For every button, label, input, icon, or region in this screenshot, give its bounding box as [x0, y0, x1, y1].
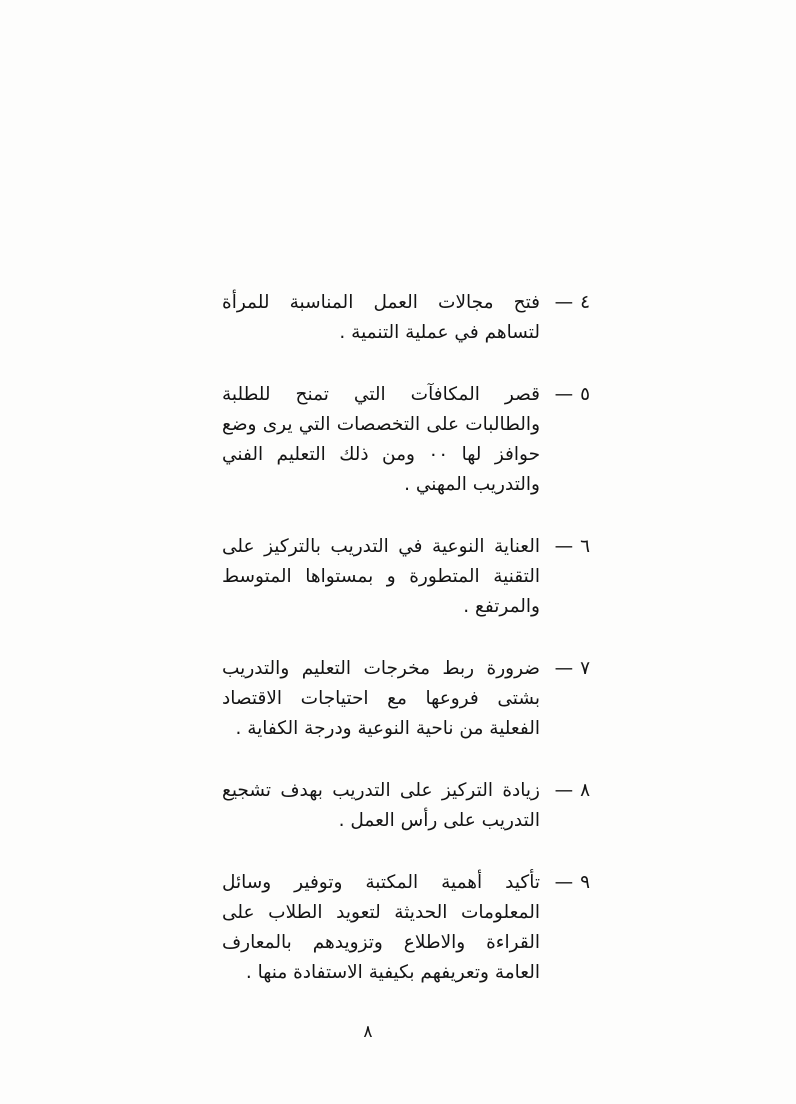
list-item: [222, 288, 590, 348]
item-marker: [540, 380, 590, 500]
item-text: قصر المكافآت التي تمنح للطلبة والطالبات على التخصصات التي يرى وضع حوافز لها ٠٠ ومن ذلك التعليم الفني والتدريب المهني .: [222, 384, 541, 495]
item-number: ٦: [580, 536, 590, 557]
dash-separator: —: [554, 292, 574, 313]
dash-separator: —: [554, 536, 574, 557]
item-marker: [540, 868, 590, 988]
item-number: ٧: [580, 658, 590, 679]
item-text: تأكيد أهمية المكتبة وتوفير وسائل المعلومات الحديثة لتعويد الطلاب على القراءة والاطلاع وتزويدهم بالمعارف العامة وتعريفهم بكيفية الاستفادة منها .: [222, 872, 540, 983]
dash-separator: —: [554, 658, 574, 679]
item-text: ضرورة ربط مخرجات التعليم والتدريب بشتى فروعها مع احتياجات الاقتصاد الفعلية من ناحية النوعية ودرجة الكفاية .: [222, 658, 540, 739]
item-number: ٨: [580, 780, 590, 801]
item-text: العناية النوعية في التدريب بالتركيز على التقنية المتطورة و بمستواها المتوسط والمرتفع .: [222, 536, 540, 617]
numbered-list: [222, 288, 590, 1020]
dash-separator: —: [554, 780, 574, 801]
page-number: ٨: [363, 1022, 373, 1042]
list-item: [222, 868, 590, 988]
dash-separator: —: [554, 872, 574, 893]
item-text: فتح مجالات العمل المناسبة للمرأة لتساهم في عملية التنمية .: [222, 292, 540, 343]
item-marker: [540, 532, 590, 622]
list-item: [222, 532, 590, 622]
item-number: ٤: [580, 292, 590, 313]
item-text: زيادة التركيز على التدريب بهدف تشجيع التدريب على رأس العمل .: [222, 780, 540, 831]
list-item: [222, 776, 590, 836]
list-item: [222, 380, 590, 500]
list-item: [222, 654, 590, 744]
dash-separator: —: [554, 384, 574, 405]
item-number: ٩: [580, 872, 590, 893]
item-marker: [540, 288, 590, 348]
item-marker: [540, 776, 590, 836]
item-number: ٥: [580, 384, 590, 405]
item-marker: [540, 654, 590, 744]
